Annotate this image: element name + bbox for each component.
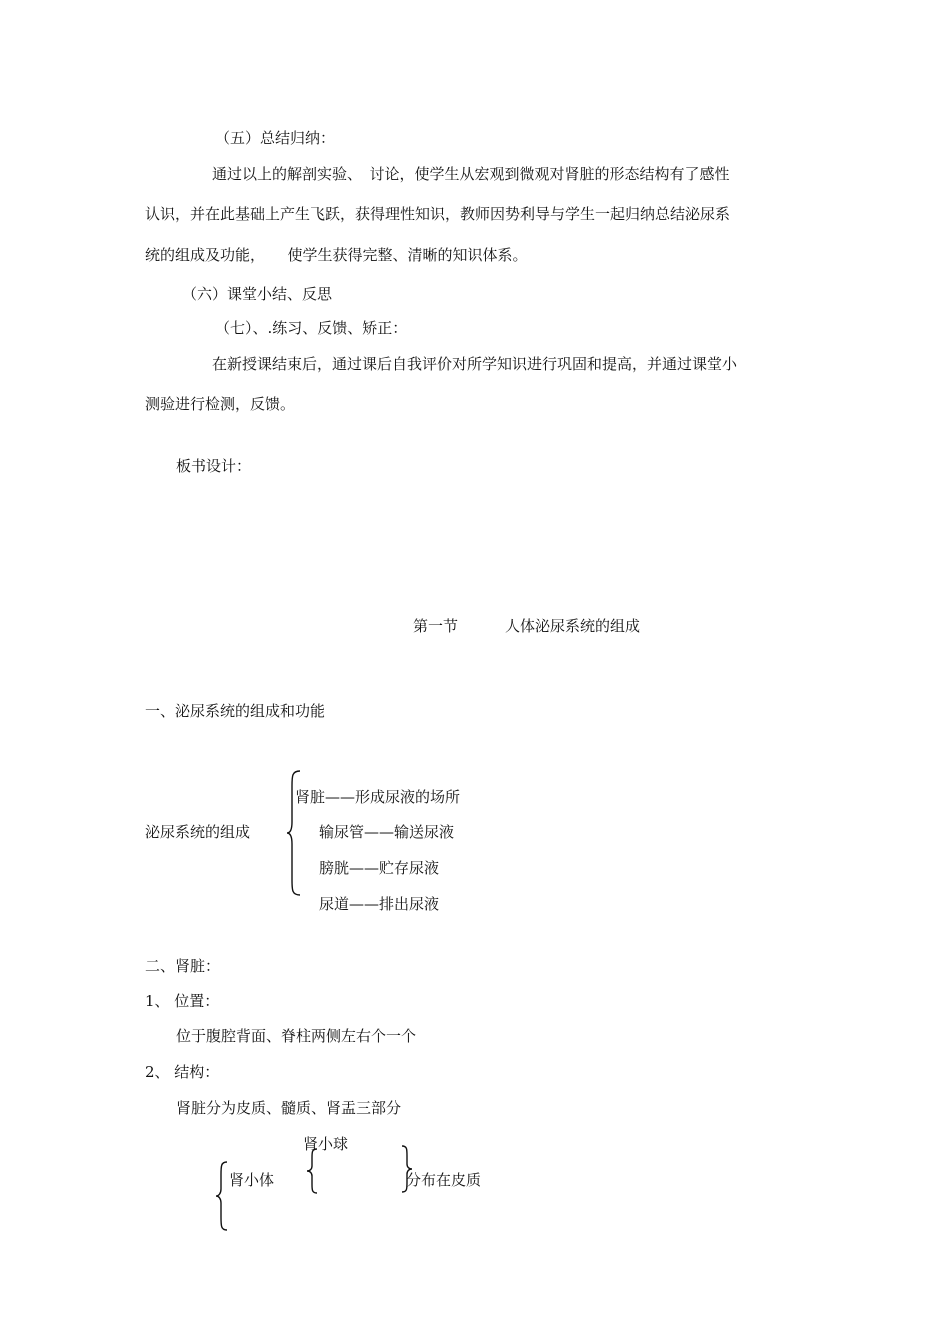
section5-paragraph-line-2: 认识，并在此基础上产生飞跃，获得理性知识，教师因势利导与学生一起归纳总结泌尿系 [145,205,731,223]
section5-paragraph-line-1: 通过以上的解剖实验、 讨论，使学生从宏观到微观对肾脏的形态结构有了感性 [212,165,730,183]
organ-item-kidney: 肾脏——形成尿液的场所 [295,788,461,806]
board-design-label: 板书设计： [176,457,252,475]
position-text: 位于腹腔背面、脊柱两侧左右个一个 [176,1027,417,1045]
distribution-label: 分布在皮质 [406,1171,482,1189]
section5-heading: （五）总结归纳： [215,129,336,147]
structure-text: 肾脏分为皮质、髓质、肾盂三部分 [176,1099,402,1117]
section7-paragraph-line-1: 在新授课结束后，通过课后自我评价对所学知识进行巩固和提高，并通过课堂小 [212,355,738,373]
part2-heading: 二、肾脏： [145,957,221,975]
structure-heading: 2、 结构： [145,1063,220,1081]
section7-heading: （七）、.练习、反馈、矫正： [215,319,408,337]
urinary-system-label: 泌尿系统的组成 [145,823,251,841]
board-title-topic: 人体泌尿系统的组成 [505,617,641,635]
position-heading: 1、 位置： [145,992,220,1010]
section5-paragraph-line-3: 统的组成及功能， 使学生获得完整、清晰的知识体系。 [145,246,528,264]
renal-corpuscle-label: 肾小体 [229,1171,275,1189]
organ-item-ureter: 输尿管——输送尿液 [319,823,455,841]
section7-paragraph-line-2: 测验进行检测，反馈。 [145,395,296,413]
organ-item-bladder: 膀胱——贮存尿液 [319,859,440,877]
organ-item-urethra: 尿道——排出尿液 [319,895,440,913]
part1-heading: 一、泌尿系统的组成和功能 [145,702,326,720]
left-brace-icon [215,1161,229,1231]
section6-heading: （六）课堂小结、反思 [182,285,333,303]
left-brace-icon [305,1148,319,1194]
board-title-section: 第一节 [413,617,459,635]
glomerulus-label: 肾小球 [303,1135,349,1153]
